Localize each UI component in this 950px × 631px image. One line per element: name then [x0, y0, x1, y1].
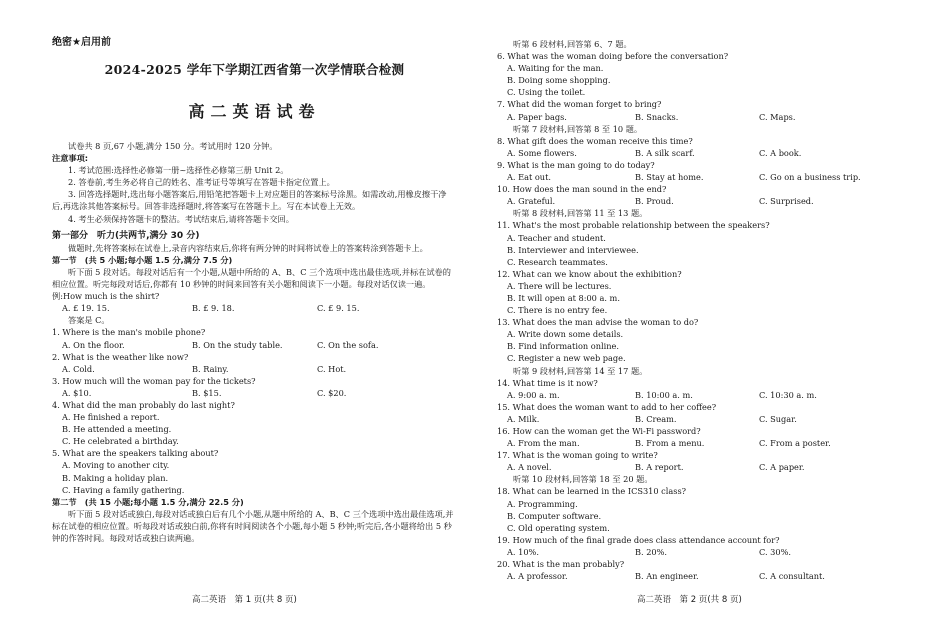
option-b: B. Rainy.: [192, 363, 229, 374]
option-b: B. Snacks.: [635, 111, 679, 122]
question-item: [497, 268, 897, 316]
option-b: B. On the study table.: [192, 339, 283, 350]
question-text: 17. What is the woman going to write?: [497, 450, 658, 461]
section-1-title: 第一节 (共 5 小题;每小题 1.5 分,满分 7.5 分): [52, 254, 233, 265]
listening-material-hint: 听第 9 段材料,回答第 14 至 17 题。: [513, 365, 648, 376]
option-a: A. A professor.: [507, 571, 568, 582]
question-item: [52, 375, 457, 399]
question-text: 7. What did the woman forget to bring?: [497, 99, 662, 110]
option-b: B. $15.: [192, 387, 222, 398]
option-b: B. From a menu.: [635, 438, 705, 449]
listening-material-hint: 听第 10 段材料,回答第 18 至 20 题。: [513, 474, 653, 485]
question-text: 10. How does the man sound in the end?: [497, 184, 667, 195]
option-c: C. £ 9. 15.: [317, 303, 360, 314]
option-b: B. 20%.: [635, 546, 668, 557]
option-c: C. A consultant.: [759, 571, 825, 582]
question-text: 3. How much will the woman pay for the tickets?: [52, 375, 256, 386]
option-row: [52, 339, 457, 351]
question-item: [497, 98, 897, 122]
option-c: C. On the sofa.: [317, 339, 379, 350]
page-2-body: [497, 38, 897, 582]
question-item: [497, 425, 897, 449]
part-1-instructions: 做题时,先将答案标在试卷上,录音内容结束后,你将有两分钟的时间将试卷上的答案转涂到答题卡上。: [68, 242, 428, 253]
option-row: [52, 387, 457, 399]
option-a: A. From the man.: [507, 438, 580, 449]
option-c: C. Sugar.: [759, 413, 797, 424]
listening-material-hint: 听第 6 段材料,回答第 6、7 题。: [513, 39, 632, 49]
question-text: 1. Where is the man's mobile phone?: [52, 327, 206, 338]
question-item: [497, 401, 897, 425]
option-a: A. Write down some details.: [507, 329, 624, 340]
option-c: C. A book.: [759, 147, 802, 158]
option-a: A. Programming.: [507, 498, 578, 509]
listening-material-hint: 听第 7 段材料,回答第 8 至 10 题。: [513, 123, 643, 134]
option-a: A. 10%.: [507, 546, 539, 557]
note-item: 3. 回答选择题时,选出每小题答案后,用铅笔把答题卡上对应题目的答案标号涂黑。如需改动,用橡皮擦干净后,再选涂其他答案标号。回答非选择题时,将答案写在答题卡上。写在本试卷上无效。: [52, 189, 447, 212]
question-item: [52, 447, 457, 495]
question-text: 6. What was the woman doing before the conversation?: [497, 51, 729, 62]
section-1-instructions: 听下面 5 段对话。每段对话后有一个小题,从题中所给的 A、B、C 三个选项中选出最佳选项,并标在试卷的相应位置。听完每段对话后,你都有 10 秒钟的时间来回答有关小题和阅读下一小题。每段对话仅读一遍。: [52, 266, 451, 290]
question-item: [497, 219, 897, 267]
question-text: 8. What gift does the woman receive this time?: [497, 135, 693, 146]
question-item: [497, 558, 897, 582]
option-a: A. Paper bags.: [507, 111, 567, 122]
confidential-label: 绝密★启用前: [52, 37, 111, 48]
subject-title: 高二英语试卷: [188, 102, 321, 121]
option-row: [497, 570, 897, 582]
option-b: B. £ 9. 18.: [192, 303, 235, 314]
option-c: C. Old operating system.: [507, 522, 610, 533]
question-item: [52, 351, 457, 375]
question-text: 4. What did the man probably do last night?: [52, 399, 235, 410]
option-row: [497, 389, 897, 401]
note-item: 2. 答卷前,考生务必将自己的姓名、准考证号等填写在答题卡指定位置上。: [68, 177, 335, 188]
option-c: C. Having a family gathering.: [62, 484, 185, 495]
page-2-footer: 高二英语 第 2 页(共 8 页): [637, 595, 742, 605]
option-c: C. 10:30 a. m.: [759, 389, 817, 400]
exam-intro: 试卷共 8 页,67 小题,满分 150 分。考试用时 120 分钟。: [68, 141, 278, 151]
note-item: 4. 考生必须保持答题卡的整洁。考试结束后,请将答题卡交回。: [68, 213, 294, 224]
option-b: B. A report.: [635, 462, 684, 473]
page-2: [497, 0, 897, 631]
question-text: 16. How can the woman get the Wi-Fi password?: [497, 426, 701, 436]
exam-title: 2024-2025 学年下学期江西省第一次学情联合检测: [104, 62, 405, 77]
question-text: 18. What can be learned in the ICS310 class?: [497, 486, 687, 497]
option-row: [497, 413, 897, 425]
option-a: A. Teacher and student.: [507, 232, 606, 243]
question-text: 2. What is the weather like now?: [52, 351, 189, 362]
option-b: B. It will open at 8:00 a. m.: [507, 292, 620, 303]
option-c: C. Go on a business trip.: [759, 172, 861, 183]
question-item: [497, 485, 897, 533]
option-c: C. Surprised.: [759, 196, 814, 207]
question-text: 9. What is the man going to do today?: [497, 159, 655, 170]
option-c: C. Register a new web page.: [507, 353, 626, 364]
option-b: B. Doing some shopping.: [507, 75, 611, 86]
question-list: [52, 326, 457, 495]
question-item: [497, 183, 897, 207]
option-b: B. An engineer.: [635, 571, 699, 582]
option-a: A. Grateful.: [507, 196, 556, 207]
question-item: [497, 159, 897, 183]
question-item: [497, 135, 897, 159]
part-1-title: 第一部分 听力(共两节,满分 30 分): [52, 230, 200, 241]
option-b: B. Computer software.: [507, 510, 602, 521]
question-item: [497, 377, 897, 401]
option-c: C. A paper.: [759, 462, 805, 473]
example-options: [52, 302, 457, 314]
option-a: A. A novel.: [507, 462, 552, 473]
option-a: A. On the floor.: [62, 339, 125, 350]
notes-list: [52, 164, 457, 224]
option-c: C. From a poster.: [759, 438, 831, 449]
option-b: B. Stay at home.: [635, 172, 704, 183]
question-text: 5. What are the speakers talking about?: [52, 448, 219, 459]
option-row: [497, 171, 897, 183]
option-c: C. Maps.: [759, 111, 796, 122]
option-c: C. He celebrated a birthday.: [62, 436, 179, 447]
option-a: A. Milk.: [507, 413, 540, 424]
listening-material-hint: 听第 8 段材料,回答第 11 至 13 题。: [513, 208, 648, 219]
option-a: A. Cold.: [62, 363, 95, 374]
option-b: B. 10:00 a. m.: [635, 389, 693, 400]
question-text: 11. What's the most probable relationship between the speakers?: [497, 220, 770, 231]
option-c: C. Research teammates.: [507, 256, 608, 267]
note-item: 1. 考试范围:选择性必修第一册~选择性必修第三册 Unit 2。: [68, 165, 289, 176]
option-row: [497, 147, 897, 159]
option-a: A. £ 19. 15.: [62, 303, 110, 314]
option-b: B. Find information online.: [507, 341, 619, 352]
option-a: A. Waiting for the man.: [507, 63, 604, 74]
question-item: [52, 326, 457, 350]
question-item: [497, 534, 897, 558]
page-1: [52, 0, 457, 631]
option-b: B. He attended a meeting.: [62, 424, 172, 435]
option-c: C. Using the toilet.: [507, 87, 586, 98]
section-2-instructions: 听下面 5 段对话或独白,每段对话或独白后有几个小题,从题中所给的 A、B、C 三个选项中选出最佳选项,并标在试卷的相应位置。听每段对话或独白前,你将有时间阅读各个小题,每小题 5 秒钟;听完后,各小题将给出 5 秒钟的作答时间。每段对话或独白读两遍。: [52, 508, 454, 543]
example-answer: 答案是 C。: [68, 315, 110, 326]
option-row: [52, 363, 457, 375]
option-c: C. $20.: [317, 387, 347, 398]
option-b: B. Interviewer and interviewee.: [507, 244, 639, 255]
question-item: [52, 399, 457, 447]
option-a: A. He finished a report.: [62, 412, 160, 423]
option-b: B. Making a holiday plan.: [62, 472, 169, 483]
option-b: B. Cream.: [635, 413, 677, 424]
option-row: [497, 546, 897, 558]
question-text: 12. What can we know about the exhibition?: [497, 268, 682, 279]
option-a: A. $10.: [62, 387, 92, 398]
option-a: A. Eat out.: [507, 172, 551, 183]
question-item: [497, 316, 897, 364]
option-c: C. 30%.: [759, 546, 791, 557]
section-2-title: 第二节 (共 15 小题;每小题 1.5 分,满分 22.5 分): [52, 496, 244, 507]
example-question: 例:How much is the shirt?: [52, 291, 160, 302]
option-a: A. 9:00 a. m.: [507, 389, 560, 400]
question-text: 13. What does the man advise the woman to do?: [497, 317, 699, 328]
option-row: [497, 437, 897, 449]
question-text: 15. What does the woman want to add to her coffee?: [497, 401, 717, 412]
question-item: [497, 449, 897, 473]
page-1-footer: 高二英语 第 1 页(共 8 页): [192, 595, 297, 605]
option-row: [497, 111, 897, 123]
page-1-body: [52, 140, 457, 544]
option-b: B. A silk scarf.: [635, 147, 695, 158]
option-a: A. There will be lectures.: [507, 280, 612, 291]
question-text: 20. What is the man probably?: [497, 559, 625, 570]
question-text: 14. What time is it now?: [497, 377, 598, 388]
option-row: [497, 461, 897, 473]
option-a: A. Moving to another city.: [62, 460, 170, 471]
option-c: C. There is no entry fee.: [507, 305, 608, 316]
option-a: A. Some flowers.: [507, 147, 577, 158]
notes-heading: 注意事项:: [52, 153, 89, 164]
option-c: C. Hot.: [317, 363, 347, 374]
question-item: [497, 50, 897, 98]
option-b: B. Proud.: [635, 196, 674, 207]
option-row: [497, 195, 897, 207]
question-text: 19. How much of the final grade does class attendance account for?: [497, 534, 780, 545]
